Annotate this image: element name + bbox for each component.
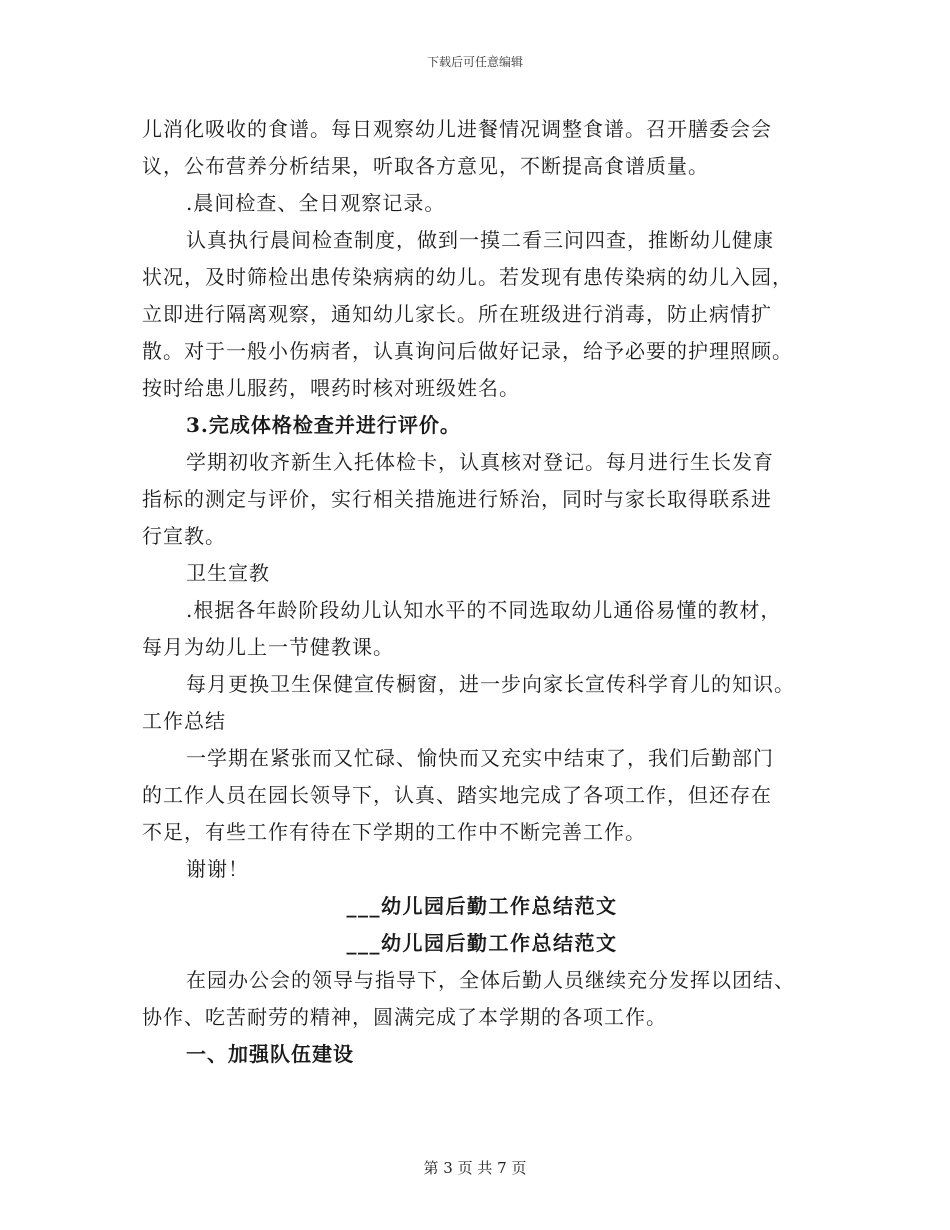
document-body <box>142 111 822 1073</box>
closing-line: 谢谢！ <box>186 857 249 881</box>
paragraph-line: 每月为幼儿上一节健教课。 <box>142 635 394 659</box>
paragraph-line: 每月更换卫生保健宣传橱窗，进一步向家长宣传科学育儿的知识。 <box>186 672 795 696</box>
paragraph-line: 协作、吃苦耐劳的精神，圆满完成了本学期的各项工作。 <box>142 1005 667 1029</box>
section-heading: 3.完成体格检查并进行评价。 <box>186 413 461 437</box>
section-heading: 工作总结 <box>142 709 226 733</box>
paragraph-line: 不足，有些工作有待在下学期的工作中不断完善工作。 <box>142 820 646 844</box>
document-title: ___幼儿园后勤工作总结范文 <box>346 894 618 918</box>
paragraph-line: 状况，及时筛检出患传染病病的幼儿。若发现有患传染病的幼儿入园， <box>142 265 793 289</box>
paragraph-line: 立即进行隔离观察，通知幼儿家长。所在班级进行消毒，防止病情扩 <box>142 302 772 326</box>
paragraph-line: .根据各年龄阶段幼儿认知水平的不同选取幼儿通俗易懂的教材， <box>186 598 782 622</box>
paragraph-line: 行宣教。 <box>142 524 226 548</box>
paragraph-line: 一学期在紧张而又忙碌、愉快而又充实中结束了，我们后勤部门 <box>186 746 774 770</box>
paragraph-line: 散。对于一般小伤病者，认真询问后做好记录，给予必要的护理照顾。 <box>142 339 793 363</box>
paragraph-line: 按时给患儿服药，喂药时核对班级姓名。 <box>142 376 520 400</box>
paragraph-line: 儿消化吸收的食谱。每日观察幼儿进餐情况调整食谱。召开膳委会会 <box>142 117 772 141</box>
document-title: ___幼儿园后勤工作总结范文 <box>346 931 618 955</box>
paragraph-line: 议，公布营养分析结果，听取各方意见，不断提高食谱质量。 <box>142 154 709 178</box>
page-number: 第 3 页 共 7 页 <box>423 1159 527 1177</box>
section-heading: 一、加强队伍建设 <box>186 1042 354 1066</box>
section-heading: 卫生宣教 <box>186 561 270 585</box>
paragraph-line: 学期初收齐新生入托体检卡，认真核对登记。每月进行生长发育 <box>186 450 774 474</box>
paragraph-line: 指标的测定与评价，实行相关措施进行矫治，同时与家长取得联系进 <box>142 487 772 511</box>
section-item: .晨间检查、全日观察记录。 <box>186 191 446 215</box>
page-header: 下载后可任意编辑 <box>426 55 523 69</box>
paragraph-line: 在园办公会的领导与指导下，全体后勤人员继续充分发挥以团结、 <box>186 968 795 992</box>
paragraph-line: 认真执行晨间检查制度，做到一摸二看三问四查，推断幼儿健康 <box>186 228 774 252</box>
paragraph-line: 的工作人员在园长领导下，认真、踏实地完成了各项工作，但还存在 <box>142 783 772 807</box>
